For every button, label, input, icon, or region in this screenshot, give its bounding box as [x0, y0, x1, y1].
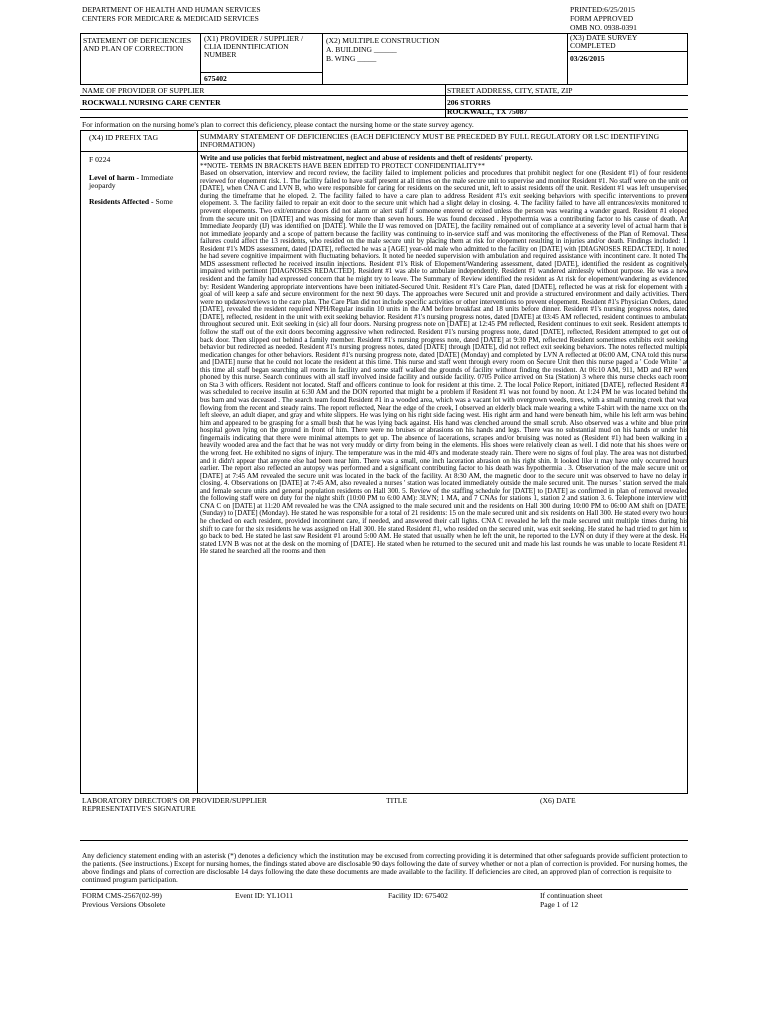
divider	[445, 85, 446, 117]
provider-number: 675402	[204, 74, 227, 83]
tag-code: F 0224	[89, 155, 111, 164]
building-field: A. BUILDING ______	[326, 45, 397, 54]
divider	[80, 889, 688, 890]
divider	[200, 33, 201, 85]
statement-label: STATEMENT OF DEFICIENCIES AND PLAN OF CORRECTION	[83, 36, 192, 54]
department-line-1: DEPARTMENT OF HEALTH AND HUMAN SERVICES	[82, 5, 261, 14]
x3-label: (X3) DATE SURVEY COMPLETED	[570, 33, 638, 51]
contact-note: For information on the nursing home's plan to correct this deficiency, please contact the nursing home or the state survey agency.	[82, 120, 474, 129]
survey-completed-date: 03/26/2015	[570, 54, 605, 63]
confidentiality-note: **NOTE- TERMS IN BRACKETS HAVE BEEN EDITED TO PROTECT CONFIDENTIALITY**	[200, 161, 485, 170]
divider	[567, 51, 688, 52]
city-state-zip: ROCKWALL, TX 75087	[447, 107, 528, 116]
harm-level	[89, 174, 193, 190]
divider	[322, 33, 323, 85]
director-signature-label: LABORATORY DIRECTOR'S OR PROVIDER/SUPPLIER REPRESENTATIVE'S SIGNATURE	[82, 796, 267, 814]
provider-name-label: NAME OF PROVIDER OF SUPPLIER	[82, 86, 205, 95]
department-line-2: CENTERS FOR MEDICARE & MEDICAID SERVICES	[82, 14, 259, 23]
printed-date: PRINTED:6/25/2015	[570, 5, 635, 14]
affected-label: Residents Affected -	[89, 197, 156, 206]
date-label: (X6) DATE	[540, 796, 576, 805]
harm-value: Immediate jeopardy	[89, 173, 174, 191]
divider	[80, 840, 688, 841]
divider	[200, 72, 322, 73]
x2-label: (X2) MULTIPLE CONSTRUCTION	[326, 36, 440, 45]
continuation-sheet: If continuation sheet	[540, 891, 603, 900]
deficiency-text	[200, 155, 688, 793]
divider	[80, 117, 688, 118]
omb-number: OMB NO. 0938-0391	[570, 23, 637, 32]
harm-label: Level of harm -	[89, 173, 141, 182]
deficiency-body: Based on observation, interview and record review, the facility failed to implement policies and procedures that prohibit neglect for one (Resident #1) of four residents reviewed for elopement risk. 1. The facility failed to have staff present at all times on the male secure unit to supervise and monitor Resident #1. No staff were on the unit on [DATE], when CNA C and LVN B, who were responsible for caring for residents on the secured unit, left to assist residents off the unit. Resident #1 was left unsupervised during the timeframe that he eloped. 2. The facility failed to have a care plan to address Resident #1's exit seeking behaviors with specific interventions to prevent elopement. 3. The facility failed to repair an exit door to the secure unit which had a slight delay in closing. 4. The facility failed to have all entrances/exits monitored to prevent elopements. Two exit/entrance doors did not alarm or alert staff if someone entered or exited unless the person was wearing a wander guard. Resident #1 eloped from the secure unit on [DATE] and was missing for more than seven hours. He was found deceased . Hypothermia was a contributing factor to his cause of death. An Immediate Jeopardy (IJ) was identified on [DATE]. While the IJ was removed on [DATE], the facility remained out of compliance at a severity level of actual harm that is not immediate jeopardy and a scope of pattern because the facility was continuing to in-service staff and was monitoring the effectiveness of the Plan of Removal. These failures could affect the 13 residents, who resided on the male secure unit by placing them at risk for elopement resulting in injuries and/or death. Findings included: 1. Resident #1's MDS assessment, dated [DATE], reflected he was a [AGE] year-old male who admitted to the facility on [DATE] with [DIAGNOSES REDACTED]. It noted he had severe cognitive impairment with fluctuating behaviors. It noted he needed supervision with ambulation and required assistance with incontinent care. It noted The MDS assessment reflected he received insulin injections. Resident #1's Risk of Elopement/Wandering assessment, dated [DATE], identified the resident as cognitively impaired with pertinent [DIAGNOSES REDACTED]. Resident #1 was able to ambulate independently. Resident #1 wandered aimlessly without purpose. He was a new resident and the family had expressed concern that he might try to leave. The Summary of Review identified the resident as At risk for elopement/wandering as evidenced by: Resident Wandering appropriate interventions have been initiated-Secured Unit. Resident #1's Care Plan, dated [DATE], reflected he was at risk for elopement with a goal of will keep a safe and secure environment for the next 90 days. The approaches were Secured unit and provide a structured environment and daily activities. There were no updates/reviews to the care plan. The Care Plan did not include specific activities or other interventions to prevent elopement. Resident #1's Physician Orders, dated [DATE], revealed the resident required NPH/Regular insulin 10 units in the AM before breakfast and 18 units before dinner. Resident #1's nursing progress notes, dated [DATE], reflected, resident in the unit with exit seeking behavior. Resident #1's nursing progress notes, dated [DATE] at 03:45 AM reflected, resident continues to ambulate throughout secured unit. Exit seeking in (sic) all four doors. Nursing progress note on [DATE] at 12:45 PM reflected, Resident continues to exit seek. Resident attempts to follow the staff out of the exit doors becoming aggressive when redirected. Resident #1's nursing progress note, dated [DATE], reflected, Resident attempted to get out of back door. Then slipped out behind a family member. Resident #1's nursing progress note, dated [DATE] at 9:30 PM, reflected Resident sometimes exhibits exit seeking behavior but redirected as needed. Resident #1's nursing progress notes, dated [DATE] through [DATE], did not reflect exit seeking behaviors. The notes reflected multiple medication changes for other behaviors. Resident #1's nursing progress note, dated [DATE] (Monday) and completed by LVN A reflected at 06:00 AM, CNA told this nurse and [DATE] nurse that he could not locate the resident at this time. This nurse and staff went through every room on Secure Unit then this nurse paged a ' Code White ' at this time all staff began searching all rooms in facility and some staff walked the grounds of facility without finding the resident. At 06:10 AM, 911, MD and RP were phoned by this nurse. Search continues with all staff involved inside facility and outside facility. 0705 Police arrived on Sta (Station) 3 where this nurse checks each room on Sta 3 with officers. Resident not located. Staff and officers continue to look for resident at this time. 2. The local Police Report, initiated [DATE], reflected Resident #1 was scheduled to receive insulin at 6:30 AM and the DON reported that might be a problem if Resident #1 was not found by noon. At 1:24 PM he was located behind the bus barn and was deceased . The search team found Resident #1 in a wooded area, which was a vacant lot with overgrown weeds, trees, with a small running creek that was flowing from the recent and steady rains. The report reflected, Near the edge of the creek, I observed an elderly black male wearing a white T-shirt with the name xxx on the left sleeve, an adult diaper, and gray and white slippers. He was lying on his right side facing west. His right arm and hand were beneath him, while his left arm was behind him and appeared to be grasping for a small bush that he was lying back against. His hand was clenched around the small scrub. Also observed was a white and blue print hospital gown lying on the ground in front of him. There were no bruises or abrasions on his hands and legs. There was no substantial mud on his hands or under his fingernails indicating that there were minimal attempts to get up. The absence of lacerations, scrapes and/or bruising was noted as (Resident #1) had been walking in a heavily wooded area and the fact that he was not very muddy or dirty from being in the elements. His shoes were relatively clean as well. I did note that his shoes were on the wrong feet. He exhibited no signs of injury. The temperature was in the mid 40's and moderate steady rain. There were no signs of foul play. The area was not disturbed, and it didn't appear that anyone else had been near him. There was a small, one inch laceration abrasion on his right shin. It looked like it may have only occurred hours earlier. The report also reflected an autopsy was performed and a significant contributing factor to his death was hypothermia . 3. Observation of the male secure unit on [DATE] at 7:45 AM revealed the secure unit was located in the back of the facility. At 8:30 AM, the magnetic door to the secure unit was observed to have no delay in closing. 4. Observations on [DATE] at 7:45 AM, also revealed a nurses ' station was located immediately outside the male secured unit. The nurses ' station served the male and female secure units and general population residents on Hall 300. 5. Review of the staffing schedule for [DATE] to [DATE] as confirmed in plan of removal revealed the following staff were on duty for the night shift (10:00 PM to 6:00 AM): 3LVN; 1 MA, and 7 CNAs for stations 1, station 2 and station 3. 6. Telephone interview with CNA C on [DATE] at 11:20 AM revealed he was the CNA assigned to the male secured unit and the residents on Hall 300 during 10:00 PM to 06:00 AM shift on [DATE] (Sunday) to [DATE] (Monday). He stated he was responsible for a total of 21 residents: 15 on the male secured unit and six residents on Hall 300. He stated every two hours he checked on each resident, provided incontinent care, if needed, and answered their call lights. CNA C revealed he left the male secured unit multiple times during his shift to care for the six residents he was assigned on Hall 300. He stated Resident #1, who resided on the secured unit, was exit seeking. He stated he had tried to get him to go back to bed. He stated he last saw Resident #1 around 5:00 AM. He stated that usually when he left the unit, he reported to the LVN on duty if they were at the desk. He stated LVN B was not at the desk on the morning of [DATE]. He stated when he returned to the secured unit and made his last rounds he was unable to locate Resident #1. He stated he searched all the rooms and then	[200, 169, 688, 556]
address-label: STREET ADDRESS, CITY, STATE, ZIP	[447, 86, 573, 95]
x4-column-header: (X4) ID PREFIX TAG	[89, 133, 159, 142]
affected-value: Some	[155, 197, 173, 206]
column-divider	[197, 130, 198, 794]
disclaimer: Any deficiency statement ending with an asterisk (*) denotes a deficiency which the institution may be excused from correcting providing it is determined that other safeguards provide sufficient protection to the patients. (See instructions.) Except for nursing homes, the findings stated above are disclosable 90 days following the date of survey whether or not a plan of correction is provided. For nursing homes, the above findings and plans of correction are disclosable 14 days following the date these documents are made available to the facility. If deficiencies are cited, an approved plan of correction is requisite to continued program participation.	[82, 851, 688, 884]
summary-column-header: SUMMARY STATEMENT OF DEFICIENCIES (EACH DEFICIENCY MUST BE PRECEDED BY FULL REGULATORY OR LSC IDENTIFYING INFORMATION)	[200, 132, 660, 150]
facility-id: Facility ID: 675402	[388, 891, 448, 900]
wing-field: B. WING _____	[326, 54, 377, 63]
deficiency-title: Write and use policies that forbid mistreatment, neglect and abuse of residents and theft of residents' property.	[200, 155, 533, 162]
form-approved: FORM APPROVED	[570, 14, 634, 23]
street-address: 206 STORRS	[447, 98, 491, 107]
page-number: Page 1 of 12	[540, 900, 579, 909]
event-id: Event ID: YL1O11	[235, 891, 294, 900]
divider	[80, 151, 688, 152]
residents-affected	[89, 198, 195, 206]
form-id: FORM CMS-2567(02-99)	[82, 891, 162, 900]
divider	[80, 109, 688, 110]
divider	[567, 33, 568, 85]
x1-label: (X1) PROVIDER / SUPPLIER / CLIA IDENNTIFICATION NUMBER	[204, 34, 304, 60]
title-label: TITLE	[386, 796, 408, 805]
provider-name: ROCKWALL NURSING CARE CENTER	[82, 98, 221, 107]
previous-versions: Previous Versions Obsolete	[82, 900, 166, 909]
